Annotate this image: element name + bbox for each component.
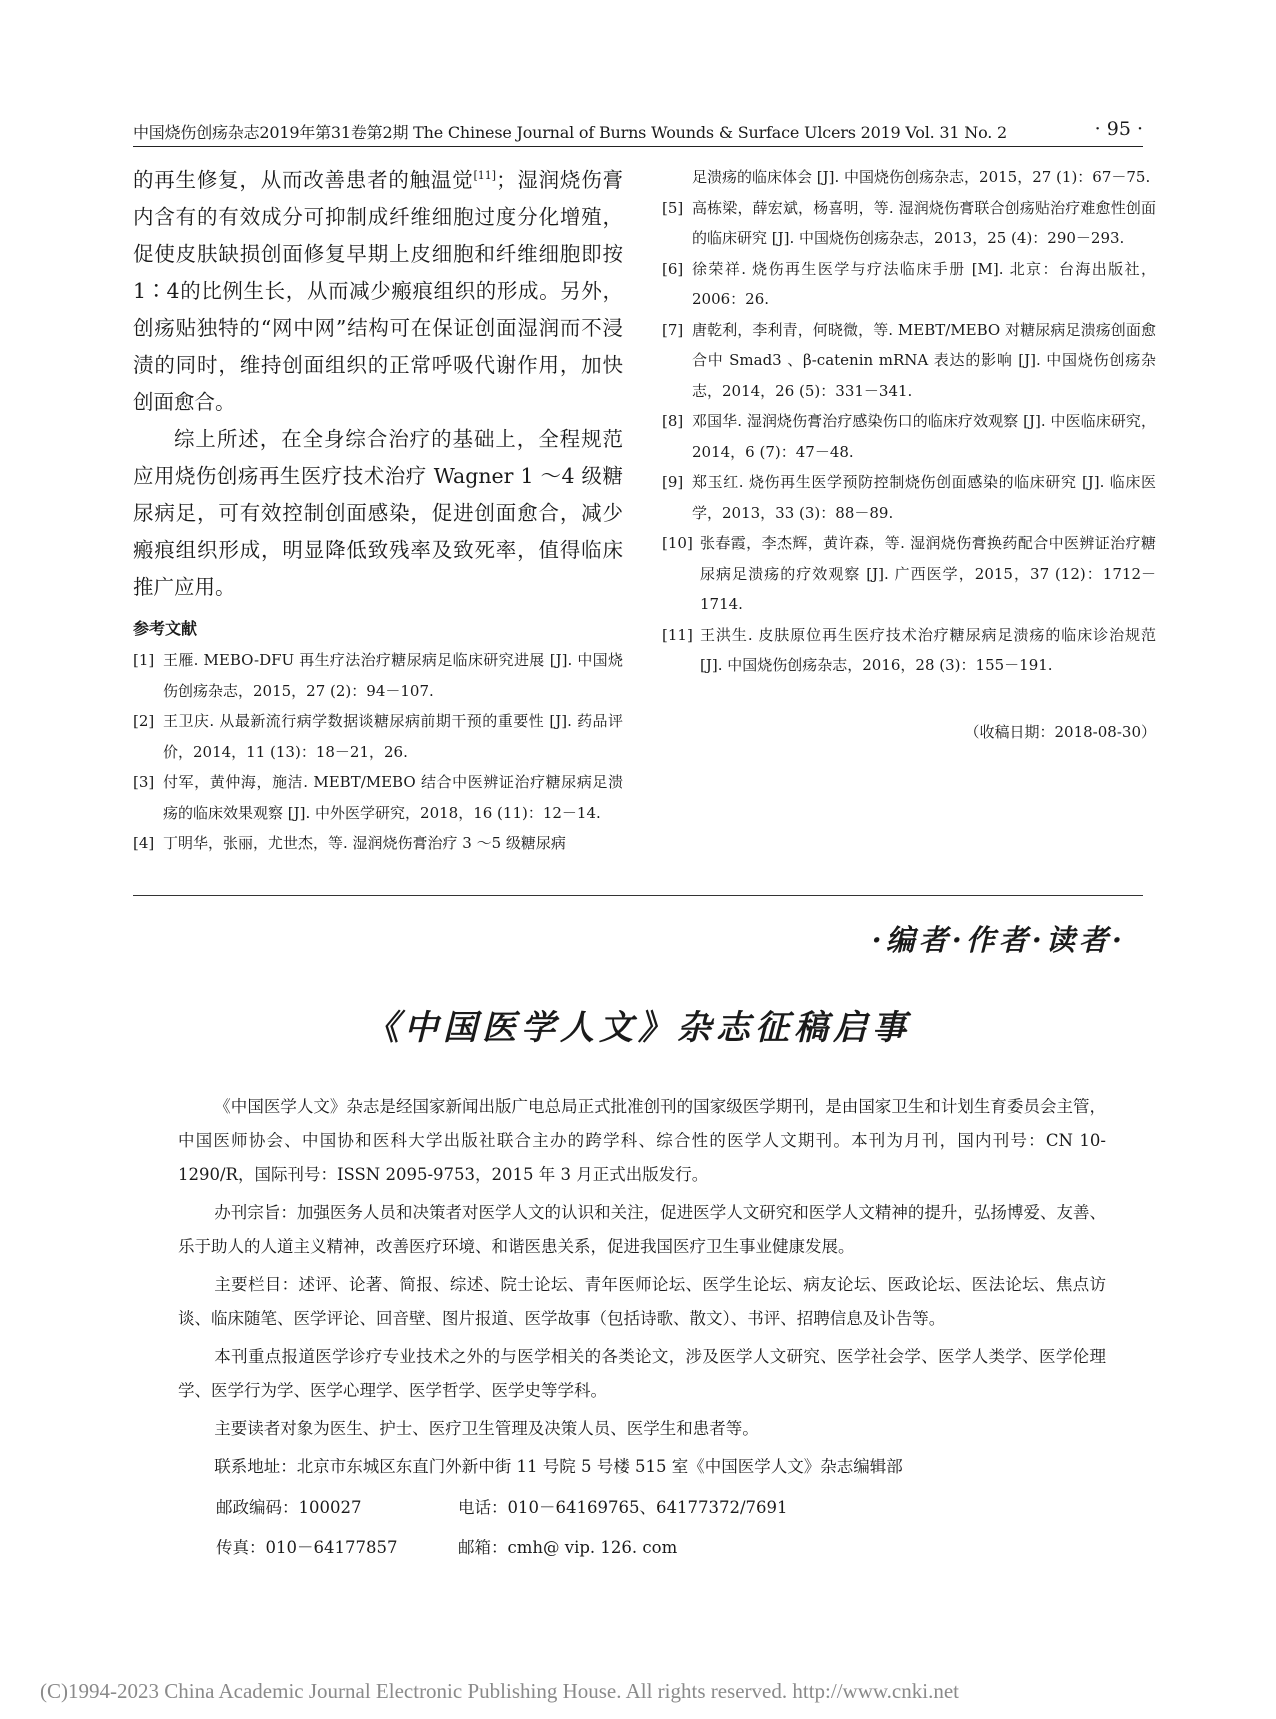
reference-text: 王卫庆. 从最新流行病学数据谈糖尿病前期干预的重要性 [J]. 药品评价，2014，11 (13)：18－21，26. xyxy=(163,712,623,761)
reference-text: 张春霞，李杰辉，黄许森，等. 湿润烧伤膏换药配合中医辨证治疗糖尿病足溃疡的疗效观察 [J]. 广西医学，2015，37 (12)：1712－1714. xyxy=(700,534,1156,613)
reference-text: 王洪生. 皮肤原位再生医疗技术治疗糖尿病足溃疡的临床诊治规范 [J]. 中国烧伤创疡杂志，2016，28 (3)：155－191. xyxy=(700,625,1156,674)
reference-item xyxy=(662,620,1156,681)
reference-number: [10] xyxy=(662,534,693,552)
reference-item xyxy=(662,406,1156,467)
notice-paragraph: 主要栏目：述评、论著、简报、综述、院士论坛、青年医师论坛、医学生论坛、病友论坛、医政论坛、医法论坛、焦点访谈、临床随笔、医学评论、回音壁、图片报道、医学故事（包括诗歌、散文）、书评、招聘信息及讣告等。 xyxy=(178,1275,1106,1328)
right-column xyxy=(662,162,1156,742)
phone: 电话：010－64169765、64177372/7691 xyxy=(458,1498,788,1517)
reference-text: 邓国华. 湿润烧伤膏治疗感染伤口的临床疗效观察 [J]. 中医临床研究，2014，6 (7)：47－48. xyxy=(692,412,1156,461)
reference-item xyxy=(133,828,623,859)
reference-number: [2] xyxy=(133,712,155,730)
reference-text: 高栋梁，薛宏斌，杨喜明，等. 湿润烧伤膏联合创疡贴治疗难愈性创面的临床研究 [J]. 中国烧伤创疡杂志，2013，25 (4)：290－293. xyxy=(692,198,1156,247)
notice-paragraph: 《中国医学人文》杂志是经国家新闻出版广电总局正式批准创刊的国家级医学期刊，是由国家卫生和计划生育委员会主管，中国医师协会、中国协和医科大学出版社联合主办的跨学科、综合性的医学人文期刊。本刊为月刊，国内刊号：CN 10-1290/R，国际刊号：ISSN 2095-9753，2015 年 3 月正式出版发行。 xyxy=(178,1097,1106,1184)
contact-row xyxy=(178,1488,1106,1528)
reference-number: [6] xyxy=(662,259,684,278)
reference-number: [5] xyxy=(662,198,684,217)
page-number: · 95 · xyxy=(1094,118,1143,140)
reference-number: [7] xyxy=(662,320,684,339)
running-header xyxy=(133,118,1143,147)
reference-text: 郑玉红. 烧伤再生医学预防控制烧伤创面感染的临床研究 [J]. 临床医学，2013，33 (3)：88－89. xyxy=(692,473,1156,522)
notice-paragraph: 本刊重点报道医学诊疗专业技术之外的与医学相关的各类论文，涉及医学人文研究、医学社会学、医学人类学、医学伦理学、医学行为学、医学心理学、医学哲学、医学史等学科。 xyxy=(178,1347,1106,1400)
contact-address: 联系地址：北京市东城区东直门外新中街 11 号院 5 号楼 515 室《中国医学人文》杂志编辑部 xyxy=(214,1457,903,1476)
body-paragraph-2: 综上所述，在全身综合治疗的基础上，全程规范应用烧伤创疡再生医疗技术治疗 Wagner 1 ～4 级糖尿病足，可有效控制创面感染，促进创面愈合，减少瘢痕组织形成，明显降低致残率及致死率，值得临床推广应用。 xyxy=(133,427,623,599)
received-date: （收稿日期：2018-08-30） xyxy=(964,722,1156,741)
reference-text: 徐荣祥. 烧伤再生医学与疗法临床手册 [M]. 北京：台海出版社，2006：26. xyxy=(692,259,1156,308)
reference-item xyxy=(662,193,1156,254)
para1-text-b: ；湿润烧伤膏内含有的有效成分可抑制成纤维细胞过度分化增殖，促使皮肤缺损创面修复早期上皮细胞和纤维细胞即按1∶4的比例生长，从而减少瘢痕组织的形成。另外，创疡贴独特的“网中网”结构可在保证创面湿润而不浸渍的同时，维持创面组织的正常呼吸代谢作用，加快创面愈合。 xyxy=(133,168,623,414)
reference-number: [8] xyxy=(662,412,684,430)
fax: 传真：010－64177857 xyxy=(216,1538,398,1557)
reference-number: [9] xyxy=(662,473,684,491)
contact-row xyxy=(178,1528,1106,1568)
section-divider xyxy=(133,895,1143,896)
reference-text: 付军，黄仲海，施洁. MEBT/MEBO 结合中医辨证治疗糖尿病足溃疡的临床效果观察 [J]. 中外医学研究，2018，16 (11)：12－14. xyxy=(163,773,623,822)
reference-number: [3] xyxy=(133,773,155,791)
reference-item xyxy=(133,645,623,706)
notice-paragraph: 主要读者对象为医生、护士、医疗卫生管理及决策人员、医学生和患者等。 xyxy=(214,1419,759,1438)
journal-running-title: 中国烧伤创疡杂志2019年第31卷第2期 The Chinese Journal of Burns Wounds & Surface Ulcers 2019 Vol. 31 No. 2 xyxy=(133,123,1007,142)
reference-text: 王雁. MEBO-DFU 再生疗法治疗糖尿病足临床研究进展 [J]. 中国烧伤创疡杂志，2015，27 (2)：94－107. xyxy=(163,651,623,700)
reference-text: 唐乾利，李利青，何晓微，等. MEBT/MEBO 对糖尿病足溃疡创面愈合中 Smad3 、β-catenin mRNA 表达的影响 [J]. 中国烧伤创疡杂志，2014，26 (5)：331－341. xyxy=(692,320,1156,400)
reference-item xyxy=(662,254,1156,315)
left-column xyxy=(133,162,623,859)
notice-body xyxy=(178,1090,1106,1568)
reference-number: [1] xyxy=(133,651,155,669)
reference-text: 丁明华，张丽，尤世杰，等. 湿润烧伤膏治疗 3 ～5 级糖尿病 xyxy=(163,834,566,852)
reference-item xyxy=(662,467,1156,528)
reference-item xyxy=(662,315,1156,407)
references-heading: 参考文献 xyxy=(133,619,198,638)
section-title: ·编者·作者·读者· xyxy=(871,923,1126,957)
email: 邮箱：cmh@ vip. 126. com xyxy=(458,1538,678,1557)
para1-text-a: 的再生修复，从而改善患者的触温觉 xyxy=(133,168,474,192)
notice-paragraph: 办刊宗旨：加强医务人员和决策者对医学人文的认识和关注，促进医学人文研究和医学人文精神的提升，弘扬博爱、友善、乐于助人的人道主义精神，改善医疗环境、和谐医患关系，促进我国医疗卫生事业健康发展。 xyxy=(178,1203,1106,1256)
reference-item xyxy=(133,706,623,767)
postcode: 邮政编码：100027 xyxy=(216,1498,362,1517)
reference-continuation: 足溃疡的临床体会 [J]. 中国烧伤创疡杂志，2015，27 (1)：67－75. xyxy=(692,168,1151,186)
reference-item xyxy=(133,767,623,828)
copyright-footer: (C)1994-2023 China Academic Journal Electronic Publishing House. All rights reserved. http://www.cnki.net xyxy=(40,1679,959,1703)
reference-number: [4] xyxy=(133,834,155,852)
body-paragraph-1 xyxy=(133,162,623,421)
citation-superscript: [11] xyxy=(473,169,497,182)
notice-title: 《中国医学人文》杂志征稿启事 xyxy=(365,1008,911,1048)
reference-item xyxy=(662,528,1156,620)
reference-number: [11] xyxy=(662,625,693,644)
